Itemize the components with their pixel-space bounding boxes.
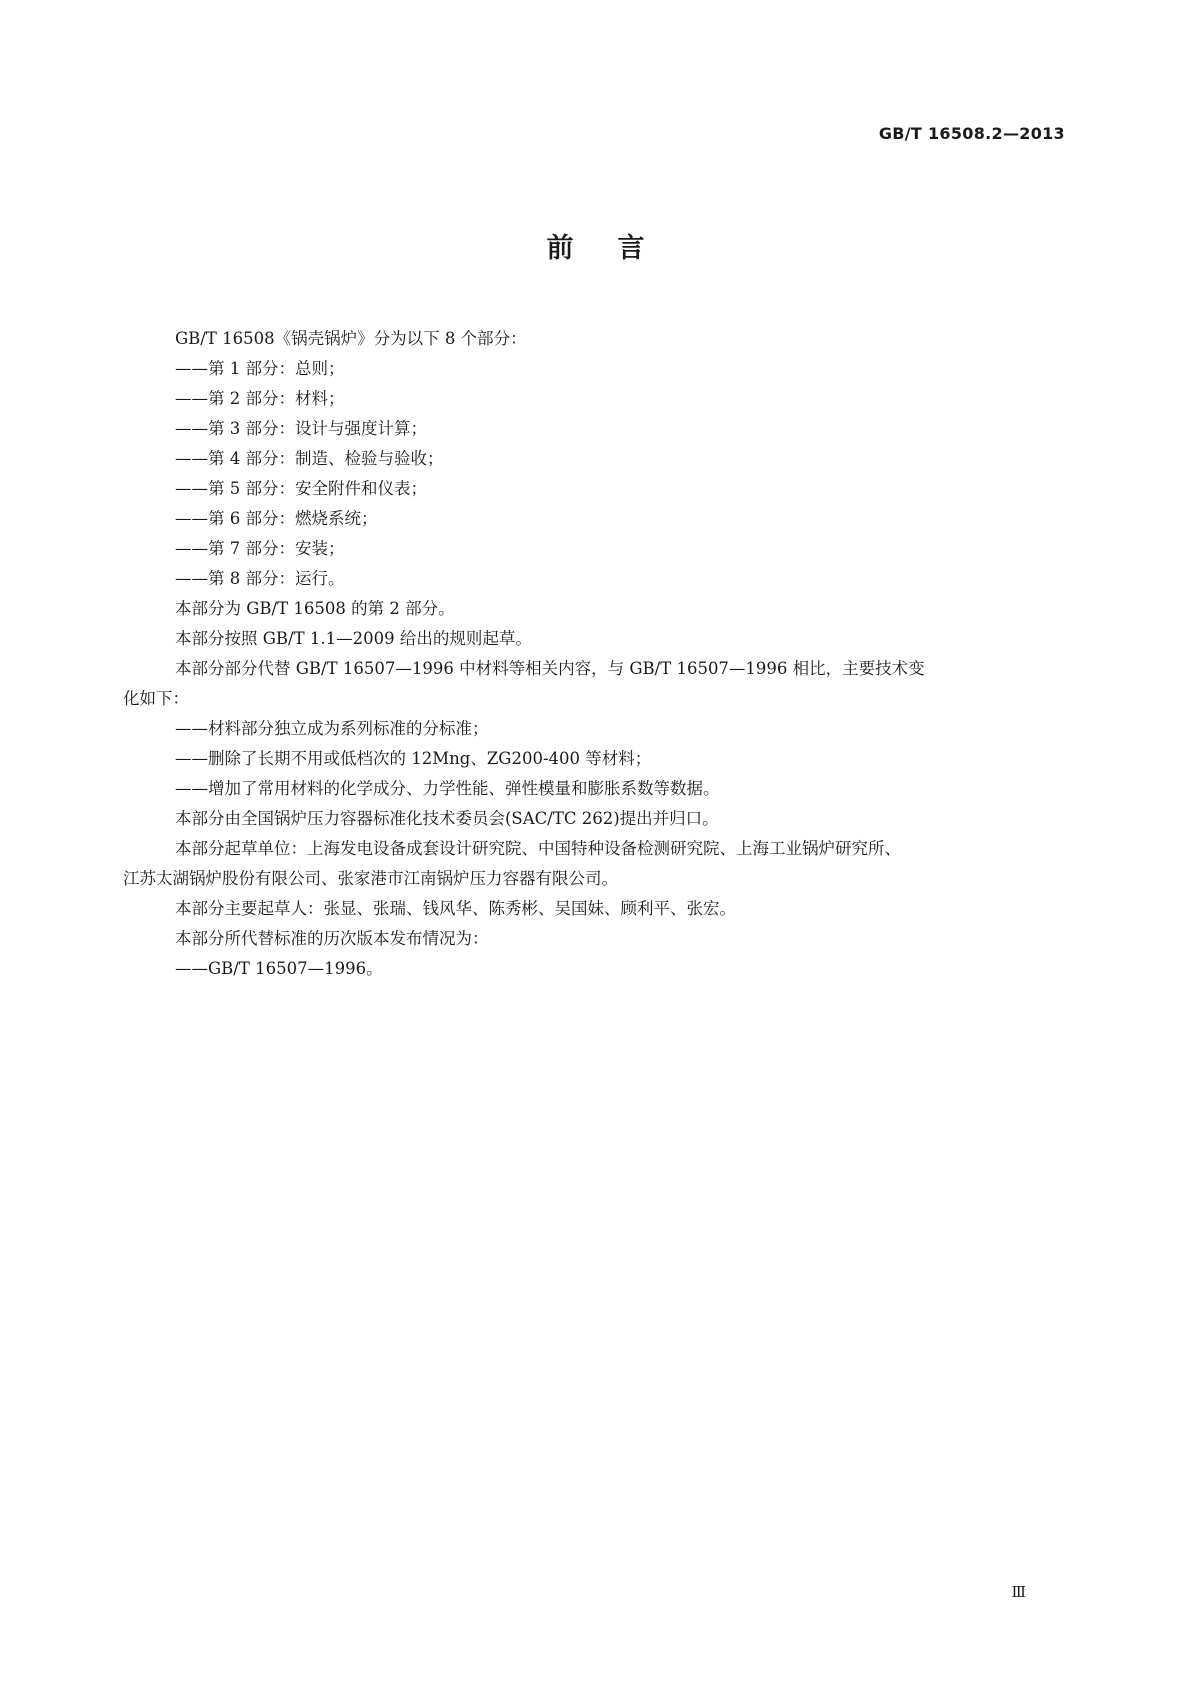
paragraph-drafters: 本部分主要起草人：张显、张瑞、钱风华、陈秀彬、吴国妹、顾利平、张宏。 [175,899,736,918]
list-item-part-1: ——第 1 部分：总则； [175,359,345,378]
list-item-part-7: ——第 7 部分：安装； [175,539,345,558]
paragraph-replacement: 本部分部分代替 GB/T 16507—1996 中材料等相关内容，与 GB/T 16507—1996 相比，主要技术变 [175,659,925,678]
list-item-part-5: ——第 5 部分：安全附件和仪表； [175,479,427,498]
list-item-history-1: ——GB/T 16507—1996。 [175,959,383,978]
paragraph-history: 本部分所代替标准的历次版本发布情况为： [175,929,489,948]
list-item-change-2: ——删除了长期不用或低档次的 12Mng、ZG200-400 等材料； [175,749,652,768]
paragraph-drafting-units-cont: 江苏太湖锅炉股份有限公司、张家港市江南锅炉压力容器有限公司。 [123,869,618,888]
list-item-change-3: ——增加了常用材料的化学成分、力学性能、弹性模量和膨胀系数等数据。 [175,779,720,798]
list-item-part-3: ——第 3 部分：设计与强度计算； [175,419,427,438]
list-item-change-1: ——材料部分独立成为系列标准的分标准； [175,719,489,738]
paragraph-proposed-by: 本部分由全国锅炉压力容器标准化技术委员会(SAC/TC 262)提出并归口。 [175,809,719,828]
paragraph-part-statement: 本部分为 GB/T 16508 的第 2 部分。 [175,599,455,618]
standard-code: GB/T 16508.2—2013 [878,124,1065,143]
paragraph-drafting-rules: 本部分按照 GB/T 1.1—2009 给出的规则起草。 [175,629,532,648]
page-number: Ⅲ [1011,1583,1026,1601]
list-item-part-6: ——第 6 部分：燃烧系统； [175,509,378,528]
list-item-part-2: ——第 2 部分：材料； [175,389,345,408]
list-item-part-4: ——第 4 部分：制造、检验与验收； [175,449,444,468]
paragraph-replacement-cont: 化如下： [123,689,189,708]
page-title: 前言 [546,233,689,264]
paragraph-drafting-units: 本部分起草单位：上海发电设备成套设计研究院、中国特种设备检测研究院、上海工业锅炉研究所、 [175,839,901,858]
paragraph-intro: GB/T 16508《锅壳锅炉》分为以下 8 个部分： [175,329,527,348]
list-item-part-8: ——第 8 部分：运行。 [175,569,345,588]
